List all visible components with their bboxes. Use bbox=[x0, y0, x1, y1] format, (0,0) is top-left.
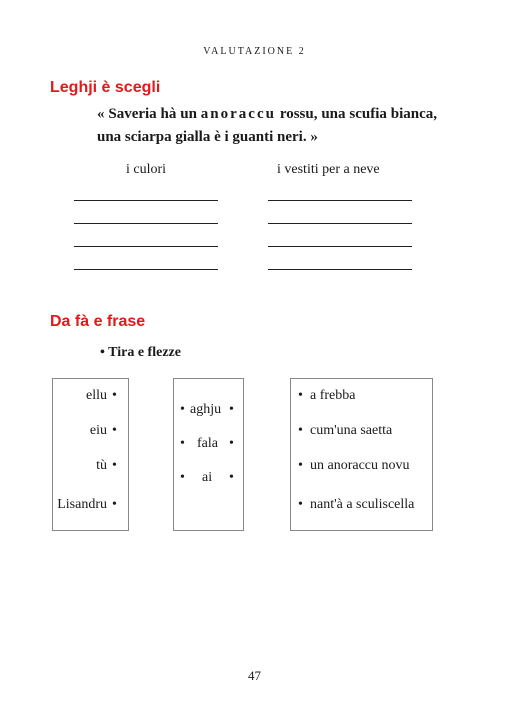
connector-dot[interactable]: • bbox=[180, 436, 185, 451]
quote-line2: bianca, una sciarpa gialla è i guanti neri. » bbox=[97, 106, 438, 145]
answer-line[interactable] bbox=[74, 269, 218, 270]
answer-line[interactable] bbox=[268, 269, 412, 270]
subject-word: tù bbox=[96, 458, 107, 473]
connector-dot[interactable]: • bbox=[180, 402, 185, 417]
subject-word: eiu bbox=[89, 423, 107, 438]
complement-word: nant'à a sculiscella bbox=[310, 497, 415, 512]
connector-dot[interactable]: • bbox=[112, 497, 117, 512]
verb-word: fala bbox=[197, 436, 218, 451]
answer-line[interactable] bbox=[268, 246, 412, 247]
section-title-read-choose: Leghji è scegli bbox=[50, 79, 161, 96]
column-label-colors: i culori bbox=[126, 162, 167, 177]
section-title-make-sentences: Da fà e frase bbox=[50, 313, 146, 330]
answer-line[interactable] bbox=[74, 246, 218, 247]
answer-line[interactable] bbox=[74, 223, 218, 224]
connector-dot[interactable]: • bbox=[180, 470, 185, 485]
verb-word: ai bbox=[202, 470, 213, 485]
subject-word: Lisandru bbox=[57, 497, 107, 512]
connector-dot[interactable]: • bbox=[298, 388, 303, 403]
answer-line[interactable] bbox=[74, 200, 218, 201]
answer-line[interactable] bbox=[268, 223, 412, 224]
connector-dot[interactable]: • bbox=[112, 458, 117, 473]
connector-dot[interactable]: • bbox=[229, 470, 234, 485]
verbs-box bbox=[173, 378, 244, 531]
connector-dot[interactable]: • bbox=[298, 497, 303, 512]
connector-dot[interactable]: • bbox=[298, 423, 303, 438]
quote-rest: rossu, una scufia bbox=[279, 106, 387, 122]
quote-spaced-word: anoraccu bbox=[200, 106, 276, 122]
complement-word: cum'una saetta bbox=[310, 423, 393, 438]
complement-word: a frebba bbox=[310, 388, 356, 403]
connector-dot[interactable]: • bbox=[298, 458, 303, 473]
subject-word: ellu bbox=[86, 388, 107, 403]
verb-word: aghju bbox=[190, 402, 222, 417]
page-header: VALUTAZIONE 2 bbox=[203, 46, 306, 57]
quote-open: « Saveria hà un bbox=[97, 106, 197, 122]
exercise-quote bbox=[97, 103, 437, 149]
page-number: 47 bbox=[248, 668, 261, 683]
connector-dot[interactable]: • bbox=[112, 423, 117, 438]
instruction: • Tira e flezze bbox=[100, 345, 181, 360]
column-label-clothes: i vestiti per a neve bbox=[277, 162, 380, 177]
complement-word: un anoraccu novu bbox=[310, 458, 410, 473]
connector-dot[interactable]: • bbox=[229, 402, 234, 417]
connector-dot[interactable]: • bbox=[112, 388, 117, 403]
answer-line[interactable] bbox=[268, 200, 412, 201]
connector-dot[interactable]: • bbox=[229, 436, 234, 451]
